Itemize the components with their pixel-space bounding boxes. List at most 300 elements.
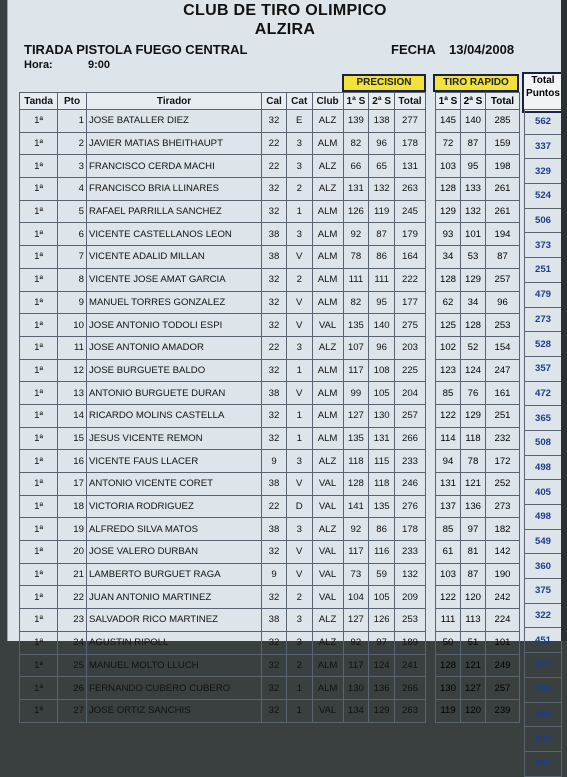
table-row (20, 609, 426, 632)
pto-cell: 9 (58, 291, 87, 314)
pto-cell: 12 (58, 359, 87, 382)
prec-s1-cell: 126 (343, 200, 369, 223)
club-cell: ALM (312, 404, 343, 427)
prec-total-cell: 225 (395, 359, 426, 382)
pto-cell: 11 (58, 336, 87, 359)
prec-s1-cell: 73 (343, 563, 369, 586)
total-points-cell: 329 (525, 159, 562, 184)
rap-s2-cell: 52 (461, 336, 486, 359)
table-row (20, 223, 426, 246)
rap-s1-cell: 103 (436, 563, 461, 586)
tirador-cell: JUAN ANTONIO MARTINEZ (86, 586, 261, 609)
rap-total-cell: 273 (486, 495, 520, 518)
total-row (525, 406, 562, 431)
club-cell: ALZ (312, 450, 343, 473)
rap-s1-cell: 130 (436, 677, 461, 700)
rap-s2-cell: 124 (461, 359, 486, 382)
rapido-row (436, 223, 520, 246)
rap-s1-cell: 137 (436, 495, 461, 518)
tirador-cell: JOSE ORTIZ SANCHIS (86, 699, 261, 722)
prec-total-cell: 241 (395, 654, 426, 677)
prec-total-cell: 203 (395, 336, 426, 359)
total-points-cell: 472 (525, 381, 562, 406)
prec-s1-cell: 134 (343, 699, 369, 722)
tanda-cell: 1ª (20, 132, 58, 155)
tanda-cell: 1ª (20, 541, 58, 564)
prec-total-cell: 178 (395, 132, 426, 155)
total-row (525, 381, 562, 406)
tanda-cell: 1ª (20, 473, 58, 496)
table-row (20, 359, 426, 382)
pto-cell: 27 (58, 699, 87, 722)
total-row (525, 258, 562, 283)
tanda-cell: 1ª (20, 427, 58, 450)
rap-total-cell: 232 (486, 427, 520, 450)
prec-s1-cell: 78 (343, 246, 369, 269)
club-cell: ALM (312, 677, 343, 700)
table-row (20, 178, 426, 201)
rapido-group-header: TIRO RAPIDO (433, 74, 519, 92)
rap-s2-cell: 78 (461, 450, 486, 473)
prec-s2-cell: 95 (369, 291, 395, 314)
pto-cell: 6 (58, 223, 87, 246)
prec-total-cell: 263 (395, 178, 426, 201)
prec-total-cell: 131 (395, 155, 426, 178)
cal-cell: 38 (262, 609, 287, 632)
tirador-cell: VICENTE ADALID MILLAN (86, 246, 261, 269)
total-row (525, 677, 562, 702)
tirador-cell: JOSE VALERO DURBAN (86, 541, 261, 564)
rap-total-cell: 261 (486, 200, 520, 223)
cat-cell: 1 (286, 359, 312, 382)
table-row (20, 404, 426, 427)
cat-cell: 1 (286, 699, 312, 722)
rap-s2-cell: 101 (461, 223, 486, 246)
rap-total-cell: 257 (486, 268, 520, 291)
cat-cell: 2 (286, 586, 312, 609)
total-points-cell: 337 (525, 134, 562, 159)
prec-s2-cell: 111 (369, 268, 395, 291)
total-points-cell: 477 (525, 653, 562, 678)
total-points-cell: 375 (525, 579, 562, 604)
cal-cell: 32 (262, 359, 287, 382)
total-row (525, 455, 562, 480)
club-cell: ALZ (312, 631, 343, 654)
cal-cell: 32 (262, 541, 287, 564)
total-row (525, 529, 562, 554)
table-row (20, 132, 426, 155)
rapido-row (436, 359, 520, 382)
rap-total-cell: 161 (486, 382, 520, 405)
table-row (20, 654, 426, 677)
table-row (20, 382, 426, 405)
total-points-cell: 498 (525, 455, 562, 480)
prec-s2-cell: 126 (369, 609, 395, 632)
cal-cell: 32 (262, 178, 287, 201)
cal-cell: 22 (262, 155, 287, 178)
tanda-cell: 1ª (20, 223, 58, 246)
cat-cell: D (286, 495, 312, 518)
hora-value: 9:00 (88, 59, 111, 71)
rap-s2-cell: 128 (461, 314, 486, 337)
prec-s2-cell: 130 (369, 404, 395, 427)
club-cell: VAL (312, 473, 343, 496)
rap-total-cell: 261 (486, 178, 520, 201)
rap-s1-cell: 128 (436, 178, 461, 201)
cat-cell: 3 (286, 132, 312, 155)
rap-s2-cell: 76 (461, 382, 486, 405)
club-cell: ALZ (312, 155, 343, 178)
rap-s1-cell: 34 (436, 246, 461, 269)
total-row (525, 505, 562, 530)
prec-s1-cell: 135 (343, 314, 369, 337)
club-cell: ALM (312, 382, 343, 405)
pto-cell: 5 (58, 200, 87, 223)
tanda-cell: 1ª (20, 268, 58, 291)
table-row (20, 110, 426, 133)
prec-s1-cell: 131 (343, 178, 369, 201)
rap-s2-cell: 132 (461, 200, 486, 223)
rap-s1-cell: 85 (436, 382, 461, 405)
total-points-cell: 506 (525, 208, 562, 233)
tirador-cell: RAFAEL PARRILLA SANCHEZ (86, 200, 261, 223)
cal-cell: 9 (262, 450, 287, 473)
tanda-cell: 1ª (20, 382, 58, 405)
prec-s2-cell: 135 (369, 495, 395, 518)
tanda-cell: 1ª (20, 359, 58, 382)
prec-total-cell: 204 (395, 382, 426, 405)
prec-s2-cell: 86 (369, 246, 395, 269)
cat-cell: 1 (286, 404, 312, 427)
col-rap-s2: 2ª S (461, 93, 486, 110)
rap-total-cell: 247 (486, 359, 520, 382)
rap-total-cell: 242 (486, 586, 520, 609)
prec-s2-cell: 118 (369, 473, 395, 496)
tirador-cell: AGUSTIN RIPOLL (86, 631, 261, 654)
total-points-cell: 405 (525, 480, 562, 505)
cat-cell: 1 (286, 427, 312, 450)
tirador-cell: ANTONIO VICENTE CORET (86, 473, 261, 496)
rap-s1-cell: 128 (436, 268, 461, 291)
rap-total-cell: 198 (486, 155, 520, 178)
rapido-row (436, 495, 520, 518)
rap-total-cell: 190 (486, 563, 520, 586)
tanda-cell: 1ª (20, 518, 58, 541)
tanda-cell: 1ª (20, 291, 58, 314)
pto-cell: 13 (58, 382, 87, 405)
rap-s2-cell: 87 (461, 132, 486, 155)
club-cell: ALM (312, 223, 343, 246)
tanda-cell: 1ª (20, 699, 58, 722)
prec-total-cell: 263 (395, 699, 426, 722)
tanda-cell: 1ª (20, 450, 58, 473)
header-row (20, 93, 426, 110)
rapido-table (435, 92, 520, 723)
prec-s2-cell: 96 (369, 132, 395, 155)
cal-cell: 38 (262, 473, 287, 496)
tanda-cell: 1ª (20, 609, 58, 632)
club-cell: ALZ (312, 518, 343, 541)
table-row (20, 427, 426, 450)
tirador-cell: VICTORIA RODRIGUEZ (86, 495, 261, 518)
cal-cell: 32 (262, 427, 287, 450)
rap-total-cell: 182 (486, 518, 520, 541)
cat-cell: 3 (286, 155, 312, 178)
rap-s1-cell: 93 (436, 223, 461, 246)
table-row (20, 631, 426, 654)
total-row (525, 307, 562, 332)
total-points-cell: 562 (525, 110, 562, 135)
prec-s2-cell: 87 (369, 223, 395, 246)
prec-s2-cell: 115 (369, 450, 395, 473)
cat-cell: 3 (286, 631, 312, 654)
total-row (525, 110, 562, 135)
total-points-cell: 508 (525, 430, 562, 455)
prec-s2-cell: 138 (369, 110, 395, 133)
pto-cell: 21 (58, 563, 87, 586)
prec-s1-cell: 82 (343, 291, 369, 314)
prec-s1-cell: 130 (343, 677, 369, 700)
cat-cell: 3 (286, 518, 312, 541)
frame-edge (561, 0, 567, 641)
rap-s2-cell: 121 (461, 473, 486, 496)
tanda-cell: 1ª (20, 336, 58, 359)
rap-total-cell: 239 (486, 699, 520, 722)
total-points-cell: 322 (525, 603, 562, 628)
total-row (525, 430, 562, 455)
table-row (20, 699, 426, 722)
table-row (20, 246, 426, 269)
total-row (525, 233, 562, 258)
tanda-cell: 1ª (20, 563, 58, 586)
prec-s2-cell: 136 (369, 677, 395, 700)
cal-cell: 32 (262, 404, 287, 427)
pto-cell: 8 (58, 268, 87, 291)
pto-cell: 17 (58, 473, 87, 496)
cat-cell: V (286, 246, 312, 269)
table-row (20, 541, 426, 564)
cal-cell: 9 (262, 563, 287, 586)
col-club: Club (312, 93, 343, 110)
rap-s2-cell: 97 (461, 518, 486, 541)
cat-cell: V (286, 563, 312, 586)
rap-total-cell: 101 (486, 631, 520, 654)
total-points-table (524, 109, 562, 777)
tirador-cell: JOSE BURGUETE BALDO (86, 359, 261, 382)
rapido-row (436, 473, 520, 496)
total-points-cell: 498 (525, 505, 562, 530)
prec-s1-cell: 92 (343, 631, 369, 654)
pto-cell: 1 (58, 110, 87, 133)
cal-cell: 32 (262, 699, 287, 722)
table-row (20, 450, 426, 473)
prec-total-cell: 178 (395, 518, 426, 541)
prec-s1-cell: 139 (343, 110, 369, 133)
rap-total-cell: 87 (486, 246, 520, 269)
event-title: TIRADA PISTOLA FUEGO CENTRAL (24, 42, 248, 57)
rap-total-cell: 159 (486, 132, 520, 155)
prec-total-cell: 189 (395, 631, 426, 654)
tirador-cell: FRANCISCO BRIA LLINARES (86, 178, 261, 201)
rap-s2-cell: 51 (461, 631, 486, 654)
total-points-cell: 479 (525, 282, 562, 307)
pto-cell: 18 (58, 495, 87, 518)
table-row (20, 677, 426, 700)
prec-s1-cell: 118 (343, 450, 369, 473)
rap-total-cell: 249 (486, 654, 520, 677)
prec-total-cell: 233 (395, 450, 426, 473)
total-points-cell: 251 (525, 258, 562, 283)
pto-cell: 14 (58, 404, 87, 427)
club-cell: ALM (312, 359, 343, 382)
col-prec-s1: 1ª S (343, 93, 369, 110)
rapido-row (436, 336, 520, 359)
rapido-header-row (436, 93, 520, 110)
tirador-cell: MANUEL TORRES GONZALEZ (86, 291, 261, 314)
rapido-row (436, 609, 520, 632)
tirador-cell: JOSE ANTONIO AMADOR (86, 336, 261, 359)
pto-cell: 15 (58, 427, 87, 450)
col-rap-s1: 1ª S (436, 93, 461, 110)
prec-s1-cell: 99 (343, 382, 369, 405)
total-points-header (522, 72, 564, 113)
club-cell: VAL (312, 541, 343, 564)
total-points-cell: 365 (525, 406, 562, 431)
total-points-cell: 502 (525, 751, 562, 776)
rap-total-cell: 253 (486, 314, 520, 337)
prec-s2-cell: 105 (369, 586, 395, 609)
cat-cell: 2 (286, 178, 312, 201)
col-prec-total: Total (395, 93, 426, 110)
total-points-cell: 373 (525, 233, 562, 258)
tirador-cell: MANUEL MOLTO LLUCH (86, 654, 261, 677)
rapido-row (436, 631, 520, 654)
rapido-row (436, 563, 520, 586)
rapido-row (436, 200, 520, 223)
tanda-cell: 1ª (20, 677, 58, 700)
tirador-cell: ANTONIO BURGUETE DURAN (86, 382, 261, 405)
rapido-row (436, 404, 520, 427)
total-row (525, 554, 562, 579)
cal-cell: 22 (262, 132, 287, 155)
prec-total-cell: 277 (395, 110, 426, 133)
rap-s2-cell: 95 (461, 155, 486, 178)
cat-cell: 2 (286, 268, 312, 291)
cal-cell: 38 (262, 518, 287, 541)
total-header-line2: Puntos (526, 88, 560, 99)
prec-s2-cell: 124 (369, 654, 395, 677)
table-row (20, 563, 426, 586)
rapido-row (436, 654, 520, 677)
prec-s2-cell: 131 (369, 427, 395, 450)
tirador-cell: JAVIER MATIAS BHEITHAUPT (86, 132, 261, 155)
pto-cell: 20 (58, 541, 87, 564)
fecha-label: FECHA (391, 42, 436, 57)
rap-s1-cell: 94 (436, 450, 461, 473)
rap-s2-cell: 140 (461, 110, 486, 133)
tanda-cell: 1ª (20, 586, 58, 609)
club-cell: ALM (312, 132, 343, 155)
total-points-cell: 357 (525, 356, 562, 381)
table-row (20, 518, 426, 541)
club-cell: VAL (312, 699, 343, 722)
rap-s1-cell: 145 (436, 110, 461, 133)
club-cell: VAL (312, 586, 343, 609)
cat-cell: V (286, 541, 312, 564)
rap-total-cell: 224 (486, 609, 520, 632)
col-pto: Pto (58, 93, 87, 110)
club-cell: ALM (312, 427, 343, 450)
rap-s1-cell: 129 (436, 200, 461, 223)
tirador-cell: VICENTE FAUS LLACER (86, 450, 261, 473)
prec-s2-cell: 116 (369, 541, 395, 564)
prec-total-cell: 179 (395, 223, 426, 246)
rapido-row (436, 291, 520, 314)
cal-cell: 32 (262, 586, 287, 609)
total-row (525, 751, 562, 776)
cal-cell: 22 (262, 336, 287, 359)
tirador-cell: VICENTE JOSE AMAT GARCIA (86, 268, 261, 291)
tirador-cell: ALFREDO SILVA MATOS (86, 518, 261, 541)
total-row (525, 208, 562, 233)
table-row (20, 291, 426, 314)
total-row (525, 134, 562, 159)
rapido-row (436, 518, 520, 541)
table-row (20, 200, 426, 223)
prec-total-cell: 275 (395, 314, 426, 337)
tirador-cell: FERNANDO CUBERO CUBERO (86, 677, 261, 700)
rapido-row (436, 246, 520, 269)
col-cal: Cal (262, 93, 287, 110)
rap-s2-cell: 118 (461, 427, 486, 450)
table-row (20, 155, 426, 178)
col-cat: Cat (286, 93, 312, 110)
club-cell: ALM (312, 268, 343, 291)
rap-total-cell: 172 (486, 450, 520, 473)
total-row (525, 727, 562, 752)
pto-cell: 24 (58, 631, 87, 654)
tirador-cell: FRANCISCO CERDA MACHI (86, 155, 261, 178)
prec-s1-cell: 66 (343, 155, 369, 178)
prec-s2-cell: 119 (369, 200, 395, 223)
tanda-cell: 1ª (20, 654, 58, 677)
rap-total-cell: 285 (486, 110, 520, 133)
club-cell: VAL (312, 563, 343, 586)
rapido-row (436, 541, 520, 564)
club-title: CLUB DE TIRO OLIMPICO (183, 2, 387, 19)
total-row (525, 653, 562, 678)
cat-cell: E (286, 110, 312, 133)
cat-cell: V (286, 473, 312, 496)
cat-cell: V (286, 382, 312, 405)
pto-cell: 10 (58, 314, 87, 337)
total-row (525, 702, 562, 727)
rapido-row (436, 314, 520, 337)
prec-s2-cell: 97 (369, 631, 395, 654)
tirador-cell: JOSE ANTONIO TODOLI ESPI (86, 314, 261, 337)
prec-total-cell: 266 (395, 427, 426, 450)
cat-cell: 3 (286, 609, 312, 632)
col-rap-total: Total (486, 93, 520, 110)
cat-cell: V (286, 314, 312, 337)
rap-s1-cell: 122 (436, 586, 461, 609)
cal-cell: 32 (262, 268, 287, 291)
tanda-cell: 1ª (20, 110, 58, 133)
cal-cell: 32 (262, 110, 287, 133)
cat-cell: 1 (286, 677, 312, 700)
rap-s1-cell: 61 (436, 541, 461, 564)
total-row (525, 159, 562, 184)
